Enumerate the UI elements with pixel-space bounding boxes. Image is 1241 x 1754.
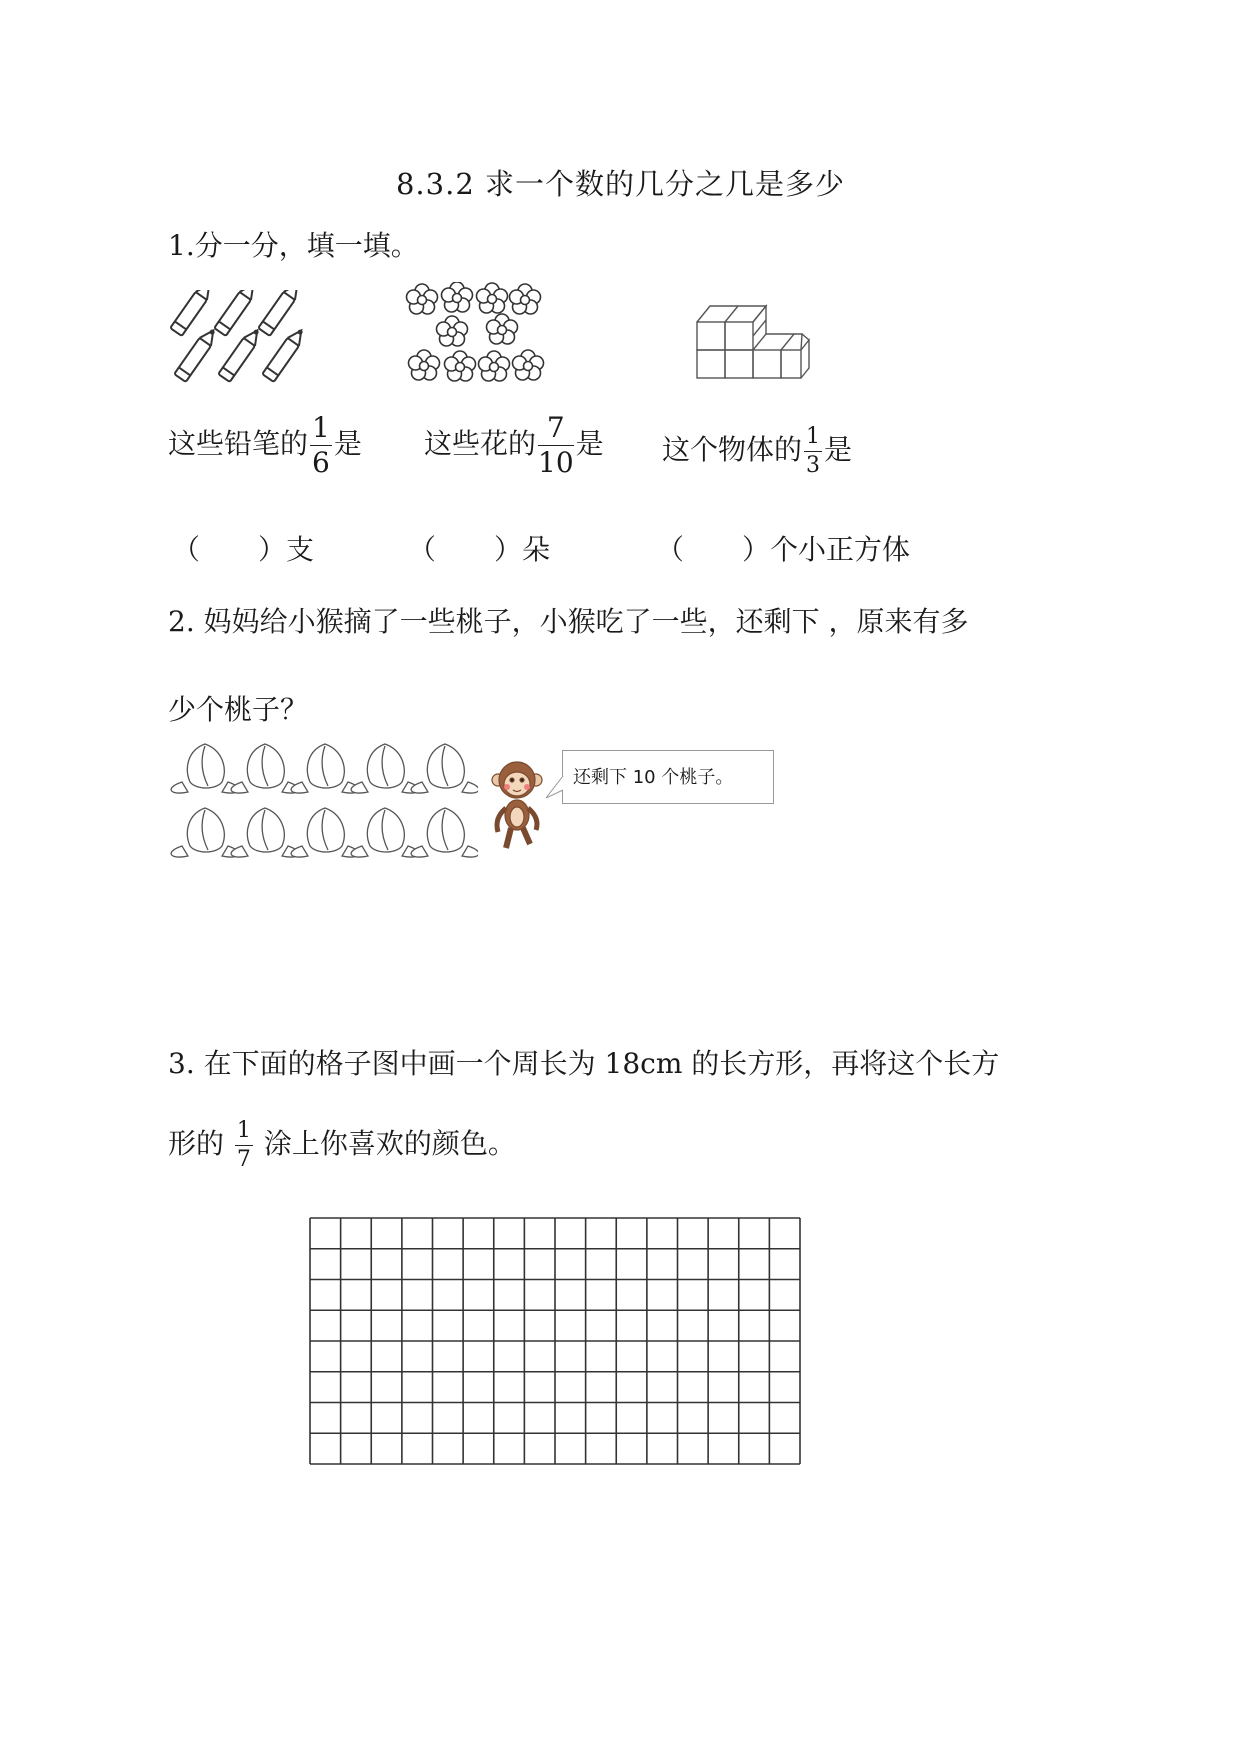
page-title: 8.3.2 求一个数的几分之几是多少: [395, 167, 845, 201]
pencils-illustration: [168, 290, 318, 385]
answer-blank-cubes[interactable]: （ ）个小正方体: [656, 533, 911, 566]
answer-blank-flowers[interactable]: （ ）朵: [408, 533, 551, 566]
q1-item-cubes: 这个物体的 $\frac{1}{3}$ 是: [662, 424, 853, 478]
q2-line2: 少个桃子？: [168, 693, 309, 726]
q1-item-pencils: 这些铅笔的 $\frac{1}{6}$ 是: [168, 411, 362, 479]
q1-item-flowers: 这些花的 $\frac{7}{10}$ 是: [424, 411, 604, 479]
q2-line1: 2. 妈妈给小猴摘了一些桃子，小猴吃了一些，还剩下 ，原来有多: [168, 605, 969, 638]
fraction-1-7: $\frac{1}{7}$: [236, 1118, 251, 1172]
drawing-grid[interactable]: [308, 1216, 802, 1466]
speech-bubble-tail: [546, 776, 566, 802]
speech-bubble: 还剩下 10 个桃子。: [562, 750, 774, 804]
cubes-illustration: [694, 296, 810, 382]
fraction-7-10: $\frac{7}{10}$: [538, 411, 574, 479]
fraction-1-6: $\frac{1}{6}$: [312, 411, 330, 479]
q3-line1: 3. 在下面的格子图中画一个周长为 18cm 的长方形，再将这个长方: [168, 1047, 1000, 1080]
fraction-1-3: $\frac{1}{3}$: [806, 424, 821, 478]
answer-blank-pencils[interactable]: （ ）支: [172, 533, 315, 566]
peaches-illustration: [166, 742, 478, 860]
monkey-illustration: [486, 760, 548, 852]
flowers-illustration: [404, 282, 548, 386]
q3-line2: 形的 $\frac{1}{7}$ 涂上你喜欢的颜色。: [168, 1118, 516, 1172]
q1-label: 1.分一分，填一填。: [168, 229, 419, 262]
